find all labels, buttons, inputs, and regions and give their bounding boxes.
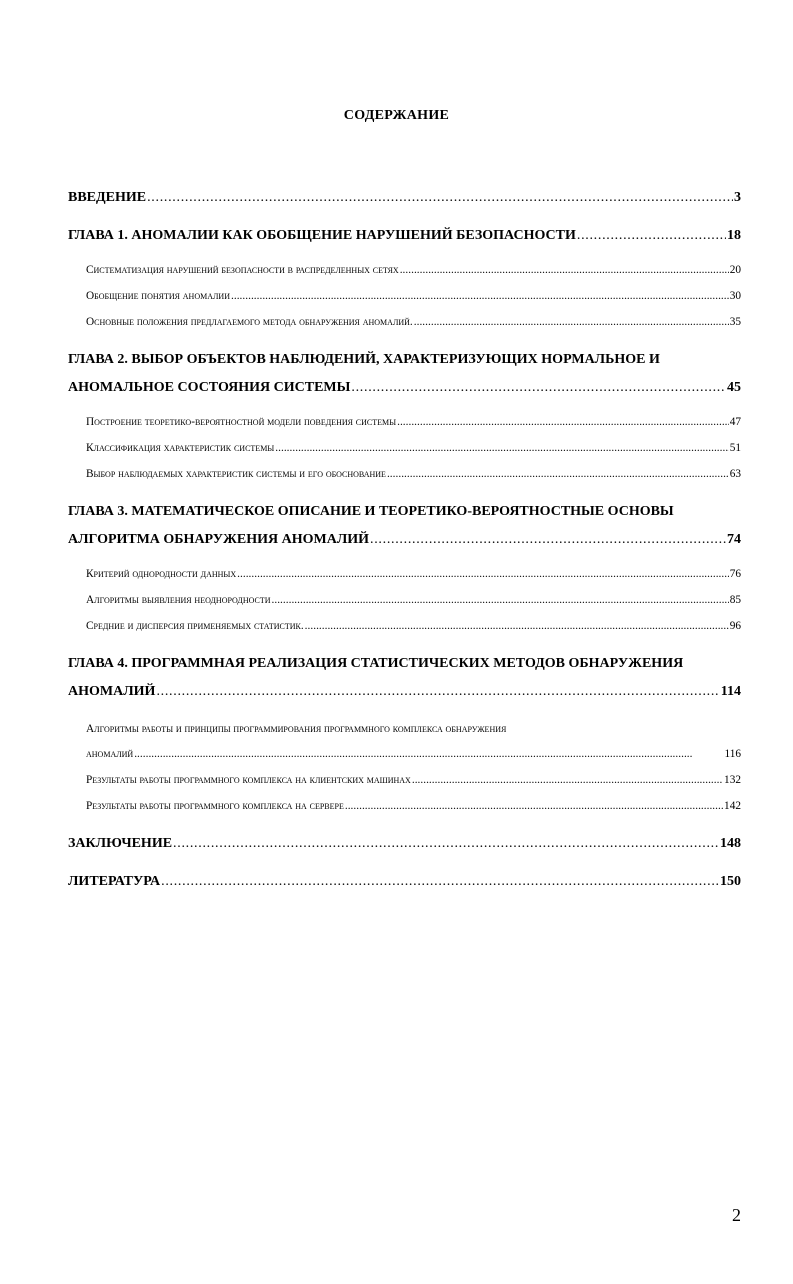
leader-dots: [275, 442, 728, 454]
leader-dots: [400, 264, 729, 276]
leader-dots: [147, 190, 733, 206]
leader-dots: [351, 380, 726, 396]
toc-entry-intro[interactable]: [68, 190, 741, 206]
leader-dots: [305, 620, 729, 632]
toc-entry-label: Средние и дисперсия применяемых статистик.: [86, 620, 304, 632]
leader-dots: [237, 568, 729, 580]
toc-entry-label: Построение теоретико-вероятностной модели поведения системы: [86, 416, 397, 428]
toc-entry-chapter-4[interactable]: [68, 684, 741, 700]
toc-entry-label: Основные положения предлагаемого метода обнаружения аномалий.: [86, 316, 413, 328]
toc-entry-page: 18: [727, 228, 741, 243]
leader-dots: [414, 316, 729, 328]
toc-entry-label: Результаты работы программного комплекса на сервере: [86, 800, 344, 812]
toc-entry-chapter-2[interactable]: [68, 380, 741, 396]
toc-entry-label: АНОМАЛИЙ: [68, 684, 156, 699]
toc-entry-label: Алгоритмы выявления неоднородности: [86, 594, 271, 606]
toc-entry-label: Результаты работы программного комплекса на клиентских машинах: [86, 774, 411, 786]
toc-entry-page: 3: [734, 190, 741, 205]
toc-entry-section-2-2[interactable]: [86, 442, 741, 454]
leader-dots: [397, 416, 729, 428]
toc-entry-page: 116: [724, 748, 741, 760]
toc-entry-page: 85: [729, 594, 741, 606]
toc-entry-section-4-3[interactable]: [86, 800, 741, 812]
toc-entry-page: 45: [727, 380, 741, 395]
toc-entry-label: аномалий: [86, 748, 134, 760]
toc-entry-label: Обобщение понятия аномалии: [86, 290, 230, 302]
toc-entry-section-4-1-line-1[interactable]: Алгоритмы работы и принципы программирования программного комплекса обнаружения: [86, 723, 507, 735]
toc-entry-section-1-1[interactable]: [86, 264, 741, 276]
toc-entry-page: 148: [720, 836, 741, 851]
toc-entry-literature[interactable]: [68, 874, 741, 890]
toc-entry-chapter-3-line-1[interactable]: ГЛАВА 3. МАТЕМАТИЧЕСКОЕ ОПИСАНИЕ И ТЕОРЕТИКО-ВЕРОЯТНОСТНЫЕ ОСНОВЫ: [68, 504, 674, 519]
toc-entry-section-1-3[interactable]: [86, 316, 741, 328]
toc-entry-label: Выбор наблюдаемых характеристик системы и его обоснование: [86, 468, 386, 480]
toc-entry-label: Систематизация нарушений безопасности в распределенных сетях: [86, 264, 399, 276]
page-number: 2: [732, 1205, 741, 1225]
toc-entry-page: 150: [720, 874, 741, 889]
leader-dots: [231, 290, 729, 302]
leader-dots: [161, 874, 719, 890]
toc-entry-page: 114: [720, 684, 741, 699]
toc-entry-label: Критерий однородности данных: [86, 568, 237, 580]
leader-dots: [412, 774, 723, 786]
leader-dots: [173, 836, 719, 852]
leader-dots: [272, 594, 729, 606]
toc-entry-page: 132: [724, 774, 741, 786]
toc-entry-label: Классификация характеристик системы: [86, 442, 275, 454]
toc-entry-page: 142: [724, 800, 741, 812]
toc-entry-page: 47: [729, 416, 741, 428]
toc-entry-label: АЛГОРИТМА ОБНАРУЖЕНИЯ АНОМАЛИЙ: [68, 532, 370, 547]
toc-entry-section-1-2[interactable]: [86, 290, 741, 302]
toc-entry-section-4-1[interactable]: [86, 748, 741, 760]
toc-entry-page: 76: [729, 568, 741, 580]
toc-entry-conclusion[interactable]: [68, 836, 741, 852]
toc-entry-label: ЛИТЕРАТУРА: [68, 874, 161, 889]
toc-entry-label: ВВЕДЕНИЕ: [68, 190, 147, 205]
toc-entry-label: ГЛАВА 1. АНОМАЛИИ КАК ОБОБЩЕНИЕ НАРУШЕНИЙ БЕЗОПАСНОСТИ: [68, 228, 576, 243]
toc-entry-section-3-3[interactable]: [86, 620, 741, 632]
toc-entry-section-2-3[interactable]: [86, 468, 741, 480]
leader-dots: [577, 228, 726, 244]
toc-entry-page: 20: [729, 264, 741, 276]
toc-entry-chapter-2-line-1[interactable]: ГЛАВА 2. ВЫБОР ОБЪЕКТОВ НАБЛЮДЕНИЙ, ХАРАКТЕРИЗУЮЩИХ НОРМАЛЬНОЕ И: [68, 352, 660, 367]
toc-entry-page: 51: [729, 442, 741, 454]
leader-dots: [345, 800, 723, 812]
toc-entry-page: 63: [729, 468, 741, 480]
toc-entry-page: 96: [729, 620, 741, 632]
leader-dots: [156, 684, 719, 700]
toc-entry-label: ЗАКЛЮЧЕНИЕ: [68, 836, 173, 851]
toc-entry-section-3-2[interactable]: [86, 594, 741, 606]
toc-entry-chapter-3[interactable]: [68, 532, 741, 548]
leader-dots: [370, 532, 726, 548]
toc-entry-chapter-1[interactable]: [68, 228, 741, 244]
toc-entry-section-3-1[interactable]: [86, 568, 741, 580]
toc-entry-chapter-4-line-1[interactable]: ГЛАВА 4. ПРОГРАММНАЯ РЕАЛИЗАЦИЯ СТАТИСТИЧЕСКИХ МЕТОДОВ ОБНАРУЖЕНИЯ: [68, 656, 684, 671]
toc-entry-page: 35: [729, 316, 741, 328]
leader-dots: [387, 468, 729, 480]
leader-dots: [134, 748, 723, 760]
toc-entry-page: 74: [727, 532, 741, 547]
toc-entry-label: АНОМАЛЬНОЕ СОСТОЯНИЯ СИСТЕМЫ: [68, 380, 351, 395]
page-title: СОДЕРЖАНИЕ: [343, 108, 450, 123]
toc-entry-section-2-1[interactable]: [86, 416, 741, 428]
toc-entry-page: 30: [729, 290, 741, 302]
toc-entry-section-4-2[interactable]: [86, 774, 741, 786]
